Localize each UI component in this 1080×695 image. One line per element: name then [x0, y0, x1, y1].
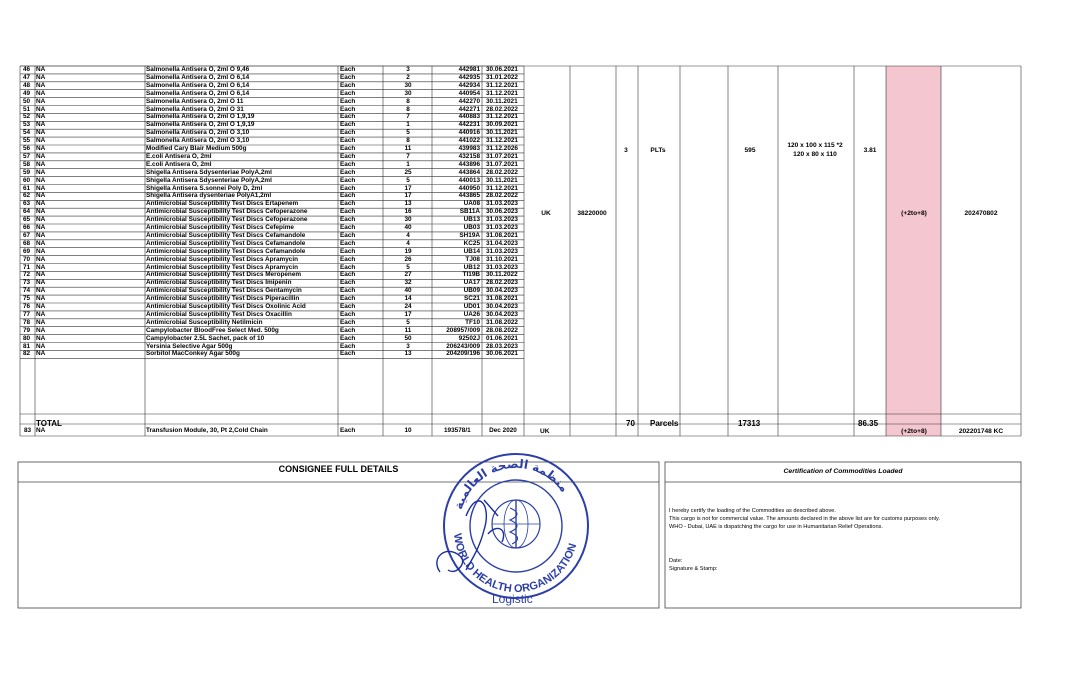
- row-code: NA: [36, 427, 46, 434]
- row-number: 58: [23, 160, 31, 168]
- certification-line-2: This cargo is not for commercial value. The amounts declared in the above list are for customs purposes only.: [669, 516, 940, 522]
- row-lot: KC25: [463, 239, 480, 247]
- row-unit: Each: [340, 152, 356, 160]
- row-code: NA: [36, 239, 46, 247]
- row-number: 70: [23, 255, 31, 263]
- stamp-english-text: WORLD HEALTH ORGANIZATION: [450, 532, 580, 596]
- row-number: 59: [23, 168, 31, 176]
- row-code: NA: [36, 113, 46, 121]
- row-expiry: 31.03.2023: [486, 247, 518, 255]
- row-quantity: 5: [406, 129, 410, 137]
- row-lot: 440916: [458, 129, 480, 137]
- group-weight: 595: [744, 147, 756, 154]
- row-expiry: 30.04.2023: [486, 287, 518, 295]
- certification-line-1: I hereby certify the loading of the Commodities as described above.: [669, 508, 836, 514]
- row-quantity: 4: [406, 231, 410, 239]
- row-number: 71: [23, 263, 31, 271]
- row-number: 64: [23, 208, 31, 216]
- row-lot: 204209/196: [446, 350, 480, 358]
- stamp-subtitle: Logistic: [492, 592, 533, 606]
- row-expiry: 31.10.2021: [486, 255, 518, 263]
- row-number: 81: [23, 342, 31, 350]
- row-quantity: 24: [404, 303, 412, 310]
- row-expiry: 31.03.2023: [486, 224, 518, 231]
- row-quantity: 4: [406, 239, 410, 247]
- row-code: NA: [36, 318, 46, 326]
- row-description: Antimicrobial Susceptibility Test Discs Apramycin: [146, 263, 298, 271]
- row-number: 75: [23, 295, 31, 303]
- row-number: 77: [23, 310, 31, 318]
- total-label: TOTAL: [36, 419, 62, 428]
- stamp-arabic-text: منظمة الصحة العالمية: [451, 456, 572, 512]
- row-description: Salmonella Antisera O, 2ml O 3,10: [146, 129, 250, 137]
- row-number: 69: [23, 247, 31, 255]
- row-code: NA: [36, 279, 46, 287]
- row-description: Sorbitol MacConkey Agar 500g: [146, 350, 240, 358]
- row-description: Antimicrobial Susceptibility Test Discs Oxacillin: [146, 310, 292, 318]
- row-unit: Each: [340, 208, 356, 216]
- row-number: 54: [23, 129, 31, 137]
- row-quantity: 50: [404, 334, 412, 342]
- row-number: 76: [23, 303, 31, 310]
- row-quantity: 26: [404, 255, 412, 263]
- row-code: NA: [36, 152, 46, 160]
- row-expiry: 31.12.2021: [486, 137, 518, 145]
- row-unit: Each: [340, 334, 356, 342]
- row-code: NA: [36, 271, 46, 279]
- row-quantity: 13: [404, 350, 412, 358]
- row-quantity: 8: [406, 137, 410, 145]
- row-unit: Each: [340, 287, 356, 295]
- row-number: 52: [23, 113, 31, 121]
- row-lot: 440883: [458, 113, 480, 121]
- row-code: NA: [36, 303, 46, 310]
- row-code: NA: [36, 334, 46, 342]
- row-code: NA: [36, 192, 46, 200]
- row-quantity: 7: [406, 113, 410, 121]
- row-code: NA: [36, 105, 46, 113]
- row-unit: Each: [340, 145, 356, 152]
- row-description: Antimicrobial Susceptibility Test Discs Imipenin: [146, 279, 292, 287]
- row-lot: 92502J: [458, 334, 480, 342]
- row-description: Salmonella Antisera O, 2ml O 1,9,19: [146, 121, 255, 129]
- row-unit: Each: [340, 200, 356, 208]
- row-lot: 441022: [458, 137, 480, 145]
- row-lot: UB03: [463, 224, 480, 231]
- row-lot: TJ08: [465, 255, 480, 263]
- row-lot: 442231: [458, 121, 480, 129]
- row-number: 49: [23, 89, 31, 97]
- row-expiry: 31.12.2021: [486, 184, 518, 192]
- row-description: Yersinia Selective Agar 500g: [146, 342, 233, 350]
- row-lot: UB12: [463, 263, 480, 271]
- row-unit: Each: [340, 137, 356, 145]
- group-hs-code: 38220000: [577, 210, 607, 217]
- row-expiry: 28.03.2023: [486, 342, 518, 350]
- group-reference: 202470802: [964, 210, 998, 217]
- row-unit: Each: [340, 73, 356, 81]
- row-description: Campylobacter BloodFree Select Med. 500g: [146, 326, 279, 334]
- row-expiry: 30.11.2022: [486, 271, 518, 279]
- row-expiry: 31.12.2021: [486, 81, 518, 89]
- group-origin: UK: [541, 210, 551, 217]
- certification-line-3: WHO - Dubai, UAE is dispatching the cargo for use in Humanitarian Relief Operations.: [669, 524, 883, 530]
- row-lot: 440954: [458, 89, 480, 97]
- row-number: 67: [23, 231, 31, 239]
- row-quantity: 13: [404, 200, 412, 208]
- row-expiry: 30.11.2021: [486, 97, 518, 105]
- row-unit: Each: [340, 263, 356, 271]
- row-quantity: 25: [404, 168, 412, 176]
- row-lot: 432158: [458, 152, 480, 160]
- row-description: Salmonella Antisera O, 2ml O 1,9,19: [146, 113, 255, 121]
- row-unit: Each: [340, 295, 356, 303]
- row-expiry: 31.08.2021: [486, 231, 518, 239]
- row-number: 63: [23, 200, 31, 208]
- row-quantity: 17: [404, 192, 412, 200]
- row-temperature: (+2to+8): [901, 428, 927, 435]
- row-number: 74: [23, 287, 31, 295]
- row-lot: SB11A: [459, 208, 480, 216]
- row-quantity: 8: [406, 105, 410, 113]
- row-unit: Each: [340, 216, 356, 224]
- date-label: Date:: [669, 558, 683, 564]
- row-lot: UB14: [463, 247, 480, 255]
- row-number: 56: [23, 145, 31, 152]
- row-unit: Each: [340, 176, 356, 184]
- row-description: Antimicrobial Susceptibility Test Discs Cefamandole: [146, 231, 306, 239]
- row-description: Antimicrobial Susceptibility Test Discs Cefoperazone: [146, 208, 308, 216]
- row-expiry: Dec 2020: [489, 427, 517, 434]
- row-quantity: 17: [404, 184, 412, 192]
- row-description: Antimicrobial Susceptibility Test Discs Gentamycin: [146, 287, 302, 295]
- row-number: 66: [23, 224, 31, 231]
- row-number: 73: [23, 279, 31, 287]
- row-code: NA: [36, 326, 46, 334]
- row-lot: 442935: [458, 73, 480, 81]
- row-unit: Each: [340, 350, 356, 358]
- row-quantity: 30: [404, 216, 412, 224]
- row-code: NA: [36, 224, 46, 231]
- row-description: Antimicrobial Susceptibility Test Discs Cefamandole: [146, 247, 306, 255]
- row-lot: UA08: [463, 200, 480, 208]
- row-number: 79: [23, 326, 31, 334]
- who-stamp: [426, 446, 606, 606]
- row-quantity: 7: [406, 152, 410, 160]
- group-package-type: PLTs: [650, 147, 666, 154]
- row-unit: Each: [340, 113, 356, 121]
- row-lot: UD01: [463, 303, 480, 310]
- row-number: 46: [23, 66, 31, 73]
- certification-title: Certification of Commodities Loaded: [783, 468, 903, 475]
- row-expiry: 28.02.2022: [486, 192, 518, 200]
- row-code: NA: [36, 145, 46, 152]
- row-lot: SH19A: [459, 231, 480, 239]
- group-packages: 3: [624, 147, 628, 154]
- row-expiry: 31.01.2022: [486, 73, 518, 81]
- row-unit: Each: [340, 184, 356, 192]
- row-code: NA: [36, 255, 46, 263]
- row-code: NA: [36, 81, 46, 89]
- row-lot: 442270: [458, 97, 480, 105]
- group-temperature: (+2to+8): [901, 210, 927, 217]
- row-lot: 443865: [458, 192, 480, 200]
- row-code: NA: [36, 176, 46, 184]
- row-description: Shigella Antisera dysenteriae PolyA1,2ml: [146, 192, 272, 200]
- row-expiry: 30.11.2021: [486, 176, 518, 184]
- row-expiry: 31.08.2022: [486, 318, 518, 326]
- row-quantity: 11: [404, 326, 412, 334]
- row-code: NA: [36, 295, 46, 303]
- row-expiry: 30.04.2023: [486, 310, 518, 318]
- row-expiry: 28.02.2022: [486, 105, 518, 113]
- row-unit: Each: [340, 271, 356, 279]
- row-description: Transfusion Module, 30, Pt 2,Cold Chain: [146, 427, 268, 434]
- certification-box: [665, 462, 1021, 608]
- row-quantity: 3: [406, 66, 410, 73]
- row-lot: 439983: [458, 145, 480, 152]
- row-number: 62: [23, 192, 31, 200]
- group-dimensions-1: 120 x 100 x 115 *2: [787, 142, 843, 149]
- row-description: Antimicrobial Susceptibility Test Discs Cefepime: [146, 224, 294, 231]
- row-expiry: 31.12.2021: [486, 113, 518, 121]
- row-lot: 442981: [458, 66, 480, 73]
- row-code: NA: [36, 263, 46, 271]
- row-unit: Each: [340, 239, 356, 247]
- row-quantity: 40: [404, 287, 412, 295]
- row-quantity: 27: [404, 271, 412, 279]
- signature-label: Signature & Stamp:: [669, 566, 718, 572]
- row-unit: Each: [340, 310, 356, 318]
- row-code: NA: [36, 208, 46, 216]
- row-lot: 442271: [458, 105, 480, 113]
- row-description: Salmonella Antisera O, 2ml O 6,14: [146, 81, 250, 89]
- row-lot: TF10: [465, 318, 480, 326]
- row-description: Antimicrobial Susceptibility Test Discs Oxolinic Acid: [146, 303, 306, 310]
- row-quantity: 5: [406, 263, 410, 271]
- row-unit: Each: [340, 247, 356, 255]
- row-unit: Each: [340, 105, 356, 113]
- row-unit: Each: [340, 427, 356, 434]
- row-code: NA: [36, 200, 46, 208]
- row-code: NA: [36, 89, 46, 97]
- row-number: 51: [23, 105, 31, 113]
- row-code: NA: [36, 97, 46, 105]
- total-package-type: Parcels: [650, 419, 679, 428]
- row-expiry: 30.09.2021: [486, 121, 518, 129]
- row-unit: Each: [340, 168, 356, 176]
- row-quantity: 10: [404, 427, 412, 434]
- row-description: Salmonella Antisera O, 2ml O 3,10: [146, 137, 250, 145]
- row-unit: Each: [340, 279, 356, 287]
- row-description: Antimicrobial Susceptibility Test Discs Piperacillin: [146, 295, 300, 303]
- row-expiry: 31.12.2026: [486, 145, 518, 152]
- row-expiry: 30.04.2023: [486, 303, 518, 310]
- total-packages: 70: [626, 419, 635, 428]
- row-description: Antimicrobial Susceptibility Test Discs Apramycin: [146, 255, 298, 263]
- row-quantity: 19: [404, 247, 412, 255]
- row-unit: Each: [340, 342, 356, 350]
- row-description: Shigella Antisera Sdysenteriae PolyA,2ml: [146, 168, 272, 176]
- row-expiry: 28.02.2022: [486, 168, 518, 176]
- row-description: Shigella Antisera Sdysenteriae PolyA,2ml: [146, 176, 272, 184]
- row-quantity: 40: [404, 224, 412, 231]
- row-expiry: 31.03.2023: [486, 216, 518, 224]
- row-unit: Each: [340, 318, 356, 326]
- row-number: 48: [23, 81, 31, 89]
- row-description: Antimicrobial Susceptibility Test Discs Ertapenem: [146, 200, 299, 208]
- row-lot: 193578/1: [444, 427, 471, 434]
- row-quantity: 14: [404, 295, 412, 303]
- who-emblem-icon: [492, 500, 540, 548]
- row-quantity: 5: [406, 176, 410, 184]
- row-number: 78: [23, 318, 31, 326]
- row-quantity: 30: [404, 89, 412, 97]
- row-expiry: 30.06.2021: [486, 350, 518, 358]
- row-lot: SC21: [464, 295, 480, 303]
- row-number: 53: [23, 121, 31, 129]
- row-description: Salmonella Antisera O, 2ml O 31: [146, 105, 244, 113]
- row-quantity: 5: [406, 318, 410, 326]
- row-code: NA: [36, 66, 46, 73]
- row-code: NA: [36, 129, 46, 137]
- row-expiry: 30.11.2021: [486, 129, 518, 137]
- row-lot: 440950: [458, 184, 480, 192]
- row-number: 60: [23, 176, 31, 184]
- row-lot: 206243/009: [446, 342, 480, 350]
- row-expiry: 30.06.2023: [486, 208, 518, 216]
- row-code: NA: [36, 231, 46, 239]
- row-code: NA: [36, 121, 46, 129]
- row-expiry: 31.12.2021: [486, 89, 518, 97]
- row-code: NA: [36, 350, 46, 358]
- row-lot: 442934: [458, 81, 480, 89]
- row-description: E.coli Antisera O, 2ml: [146, 160, 212, 168]
- row-quantity: 1: [406, 121, 410, 129]
- row-quantity: 16: [404, 208, 412, 216]
- row-code: NA: [36, 184, 46, 192]
- row-description: Antimicrobial Susceptibility Test Discs Meropenem: [146, 271, 302, 279]
- row-description: Salmonella Antisera O, 2ml O 11: [146, 97, 244, 105]
- group-dimensions-2: 120 x 80 x 110: [793, 151, 837, 158]
- row-number: 82: [23, 350, 31, 358]
- row-expiry: 31.04.2023: [486, 239, 518, 247]
- row-number: 65: [23, 216, 31, 224]
- row-unit: Each: [340, 81, 356, 89]
- row-expiry: 28.08.2022: [486, 326, 518, 334]
- row-number: 55: [23, 137, 31, 145]
- row-lot: 440013: [458, 176, 480, 184]
- row-quantity: 30: [404, 81, 412, 89]
- row-description: Antimicrobial Susceptibility Test Discs Cefoperazone: [146, 216, 308, 224]
- row-description: Salmonella Antisera O, 2ml O 6,14: [146, 73, 250, 81]
- row-number: 83: [24, 427, 32, 434]
- row-lot: 443864: [458, 168, 480, 176]
- row-unit: Each: [340, 192, 356, 200]
- row-code: NA: [36, 160, 46, 168]
- row-expiry: 31.08.2021: [486, 295, 518, 303]
- row-code: NA: [36, 287, 46, 295]
- row-number: 57: [23, 152, 31, 160]
- row-code: NA: [36, 168, 46, 176]
- row-unit: Each: [340, 129, 356, 137]
- row-lot: UB13: [463, 216, 480, 224]
- row-number: 50: [23, 97, 31, 105]
- row-number: 61: [23, 184, 31, 192]
- row-expiry: 31.03.2023: [486, 200, 518, 208]
- row-quantity: 3: [406, 342, 410, 350]
- row-lot: 443896: [458, 160, 480, 168]
- row-code: NA: [36, 137, 46, 145]
- consignee-title: CONSIGNEE FULL DETAILS: [278, 464, 399, 474]
- row-description: Shigella Antisera S.sonnei Poly D, 2ml: [146, 184, 263, 192]
- signature-scribble: [437, 500, 504, 572]
- temperature-column-highlight: [886, 66, 941, 436]
- row-unit: Each: [340, 224, 356, 231]
- row-description: Modified Cary Blair Medium 500g: [146, 145, 247, 152]
- row-code: NA: [36, 73, 46, 81]
- row-expiry: 01.06.2021: [486, 334, 518, 342]
- row-description: E.coli Antisera O, 2ml: [146, 152, 212, 160]
- row-number: 72: [23, 271, 31, 279]
- row-unit: Each: [340, 160, 356, 168]
- row-unit: Each: [340, 231, 356, 239]
- row-expiry: 31.07.2021: [486, 152, 518, 160]
- row-description: Antimicrobial Susceptibility Netilmicin: [146, 318, 263, 326]
- row-code: NA: [36, 342, 46, 350]
- row-code: NA: [36, 310, 46, 318]
- row-number: 47: [23, 73, 31, 81]
- row-unit: Each: [340, 66, 356, 73]
- total-volume: 86.35: [858, 419, 879, 428]
- row-description: Salmonella Antisera O, 2ml O 6,14: [146, 89, 250, 97]
- row-code: NA: [36, 247, 46, 255]
- row-expiry: 28.02.2023: [486, 279, 518, 287]
- row-code: NA: [36, 216, 46, 224]
- row-quantity: 1: [406, 160, 410, 168]
- row-quantity: 17: [404, 310, 412, 318]
- row-quantity: 32: [404, 279, 412, 287]
- row-description: Salmonella Antisera O, 2ml O 9,46: [146, 66, 250, 73]
- row-reference: 202201748 KC: [958, 428, 1004, 435]
- row-unit: Each: [340, 89, 356, 97]
- row-unit: Each: [340, 255, 356, 263]
- row-lot: TI19B: [462, 271, 480, 279]
- total-weight: 17313: [738, 419, 761, 428]
- row-quantity: 8: [406, 97, 410, 105]
- row-unit: Each: [340, 303, 356, 310]
- row-description: Campylobacter 2.5L Sachet, pack of 10: [146, 334, 265, 342]
- row-origin: UK: [540, 428, 550, 435]
- row-expiry: 31.07.2021: [486, 160, 518, 168]
- row-number: 68: [23, 239, 31, 247]
- group-volume: 3.81: [863, 147, 877, 154]
- row-number: 80: [23, 334, 31, 342]
- row-lot: UA17: [463, 279, 480, 287]
- row-lot: UB09: [463, 287, 480, 295]
- row-lot: UA26: [463, 310, 480, 318]
- row-quantity: 11: [404, 145, 412, 152]
- row-quantity: 2: [406, 73, 410, 81]
- row-expiry: 30.06.2021: [486, 66, 518, 73]
- row-lot: 208957/009: [446, 326, 480, 334]
- row-unit: Each: [340, 326, 356, 334]
- row-unit: Each: [340, 121, 356, 129]
- row-expiry: 31.03.2023: [486, 263, 518, 271]
- row-description: Antimicrobial Susceptibility Test Discs Cefamandole: [146, 239, 306, 247]
- row-unit: Each: [340, 97, 356, 105]
